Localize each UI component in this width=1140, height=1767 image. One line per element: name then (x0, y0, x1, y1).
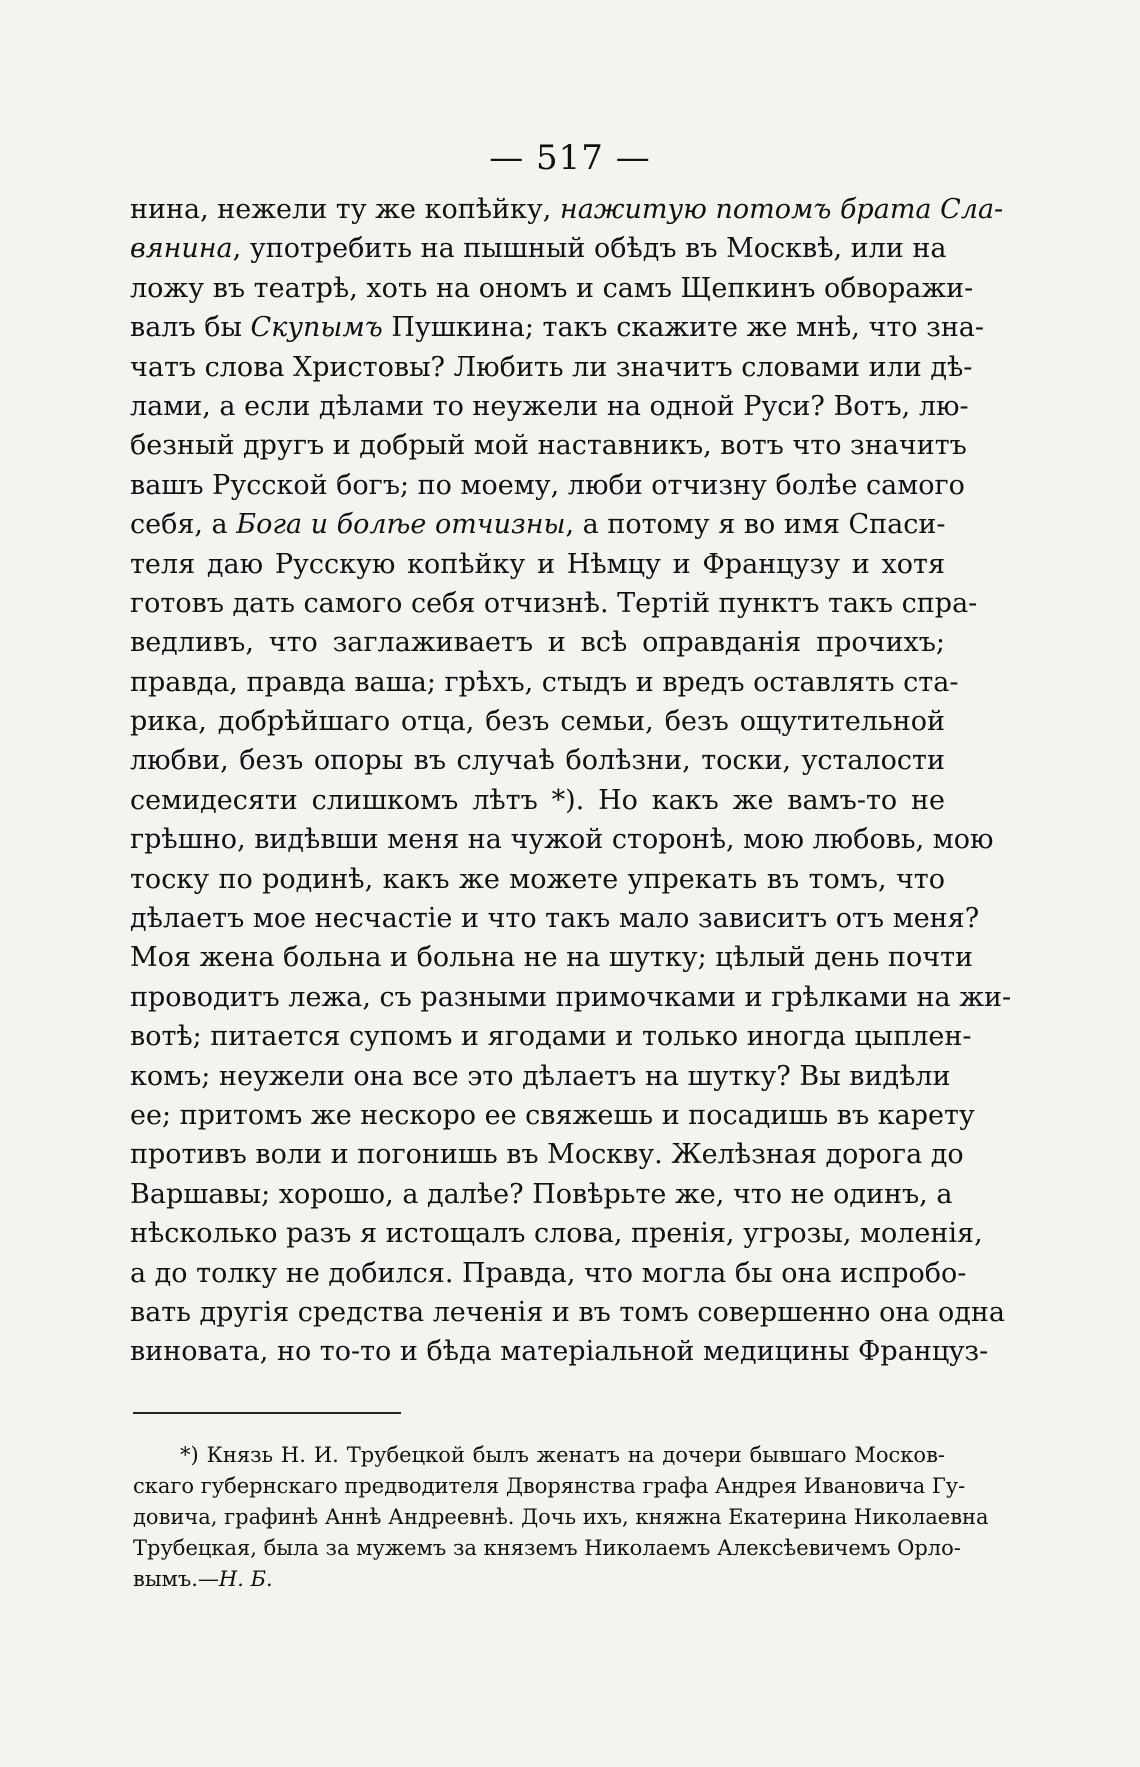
body-text: вать другія средства леченія и въ томъ совершенно она одна (130, 1296, 1006, 1328)
body-line (130, 663, 959, 702)
footnote-line (133, 1533, 961, 1564)
body-line (130, 229, 945, 268)
body-line (130, 938, 974, 977)
footnote-separator (133, 1412, 401, 1414)
body-text: нина, нежели ту же копѣйку, (130, 194, 560, 225)
body-line (130, 781, 945, 820)
body-text: ложу въ театрѣ, хоть на ономъ и самъ Щепкинъ обворажи- (130, 272, 974, 304)
body-line (130, 426, 967, 465)
body-line (130, 387, 969, 426)
body-text: вашъ Русской богъ; по моему, люби отчизну болѣе самого (130, 469, 965, 501)
footnote-text: *) Князь Н. И. Трубецкой былъ женатъ на дочери бывшаго Москов- (180, 1443, 945, 1467)
body-line (130, 741, 945, 780)
body-text: семидесяти слишкомъ лѣтъ *). Но какъ же вамъ-то не (130, 784, 945, 816)
body-text: комъ; неужели она все это дѣлаетъ на шутку? Вы видѣли (130, 1060, 951, 1092)
body-italic-text: Бога и болѣе отчизны (236, 509, 566, 541)
body-line (130, 1135, 964, 1174)
body-text: виновата, но то-то и бѣда матеріальной медицины Францyз- (130, 1336, 989, 1368)
body-line (130, 1254, 967, 1293)
body-text (130, 190, 1012, 1372)
body-text: дѣлаетъ мое несчастіе и что такъ мало зависитъ отъ меня? (130, 903, 980, 935)
body-text: Варшавы; хорошо, а далѣе? Повѣрьте же, что не одинъ, а (130, 1178, 953, 1210)
body-line (130, 820, 994, 859)
body-line (130, 1096, 975, 1135)
footnote (133, 1440, 989, 1595)
footnote-text: скаго губернскаго предводителя Дворянства графа Андрея Ивановича Гу- (133, 1474, 966, 1498)
body-line (130, 584, 978, 623)
body-text: теля даю Русскую копѣйку и Нѣмцу и Французу и хотя (130, 548, 945, 580)
body-line (130, 1293, 1006, 1332)
body-line (130, 623, 945, 662)
body-text: рика, добрѣйшаго отца, безъ семьи, безъ ощутительной (130, 706, 945, 738)
body-line (130, 1017, 972, 1056)
page-number: — 517 — (489, 138, 651, 178)
body-text: любви, безъ опоры въ случаѣ болѣзни, тоски, усталости (130, 745, 945, 777)
body-line (130, 1214, 983, 1253)
body-italic-text: нажитую потомъ брата Сла- (559, 194, 1004, 225)
footnote-text: вымъ.— (133, 1567, 219, 1591)
body-text: Моя жена больна и больна не на шутку; цѣлый день почти (130, 942, 974, 974)
body-text: тоску по родинѣ, какъ же можете упрекать въ томъ, что (130, 863, 945, 895)
footnote-line (133, 1471, 966, 1502)
body-text: вотѣ; питается супомъ и ягодами и только иногда цыплен- (130, 1021, 972, 1053)
body-text: Пушкина; такъ скажите же мнѣ, что зна- (382, 312, 985, 344)
body-line (130, 505, 945, 544)
footnote-line (133, 1564, 945, 1595)
body-line (130, 308, 985, 347)
body-line (130, 702, 945, 741)
body-line (130, 1175, 953, 1214)
footnote-text: довича, графинѣ Аннѣ Андреевнѣ. Дочь ихъ, княжна Екатерина Николаевна (133, 1505, 989, 1529)
body-text: ведливъ, что заглаживаетъ и всѣ оправданія прочихъ; (130, 627, 945, 659)
body-text: , а потому я во имя Спаси- (565, 509, 946, 541)
body-text: готовъ дать самого себя отчизнѣ. Тертій пунктъ такъ спра- (130, 587, 978, 619)
body-line (130, 978, 1012, 1017)
body-text: валъ бы (130, 312, 251, 344)
body-text: себя, а (130, 509, 237, 541)
body-text: грѣшно, видѣвши меня на чужой сторонѣ, мою любовь, мою (130, 824, 994, 856)
body-line (130, 545, 945, 584)
body-text: чатъ слова Христовы? Любить ли значитъ словами или дѣ- (130, 351, 973, 383)
body-line (130, 899, 980, 938)
body-text: правда, правда ваша; грѣхъ, стыдъ и вредъ оставлять ста- (130, 666, 959, 698)
body-text: лами, а если дѣлами то неужели на одной Руси? Вотъ, лю- (130, 390, 969, 422)
body-line (130, 1057, 951, 1096)
body-text: противъ воли и погонишь въ Москву. Желѣзная дорога до (130, 1139, 964, 1171)
body-text: ее; притомъ же нескоро ее свяжешь и посадишь въ карету (130, 1099, 975, 1131)
body-text: проводитъ лежа, съ разными примочками и грѣлками на жи- (130, 981, 1012, 1013)
body-line (130, 269, 974, 308)
body-text: безный другъ и добрый мой наставникъ, вотъ что значитъ (130, 430, 967, 462)
body-text: нѣсколько разъ я истощалъ слова, пренія, угрозы, моленія, (130, 1218, 983, 1250)
footnote-line (133, 1440, 945, 1471)
body-line (130, 466, 965, 505)
footnote-italic-text: Н. Б. (218, 1567, 273, 1591)
body-italic-text: Скупымъ (250, 312, 383, 344)
body-italic-text: вянина (130, 233, 233, 265)
footnote-text: Трубецкая, была за мужемъ за княземъ Николаемъ Алексѣевичемъ Орло- (133, 1536, 961, 1560)
body-line (130, 860, 945, 899)
body-line (130, 348, 973, 387)
body-line (130, 1332, 989, 1371)
body-line (130, 190, 1004, 229)
footnote-line (133, 1502, 989, 1533)
body-text: а до толку не добился. Правда, что могла бы она испробо- (130, 1257, 967, 1289)
body-text: , употребить на пышный обѣдъ въ Москвѣ, или на (232, 233, 947, 265)
